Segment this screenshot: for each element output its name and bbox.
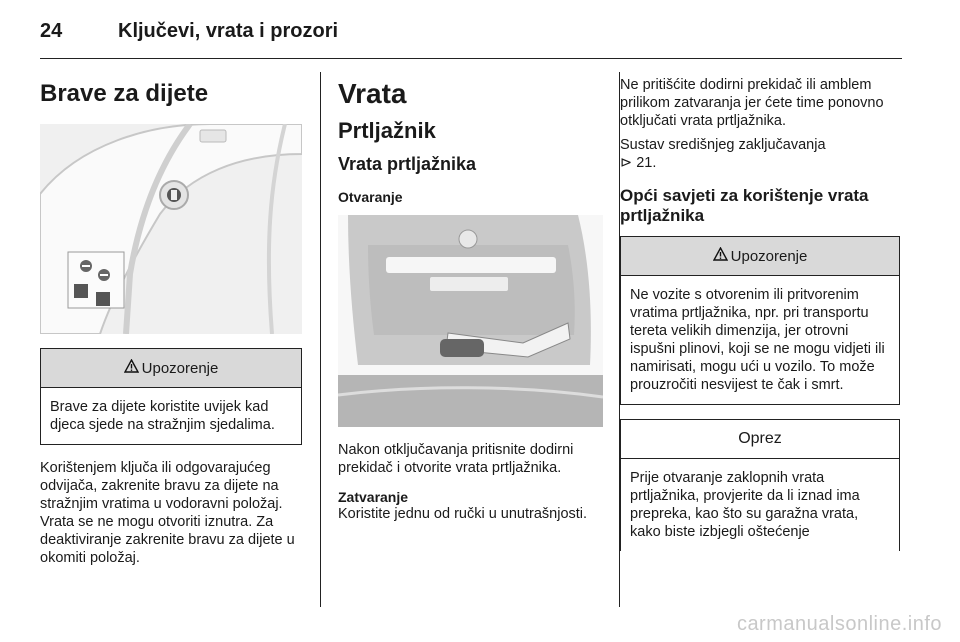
closing-text: Koristite jednu od ručki u unutrašnjosti. xyxy=(338,506,588,522)
body-text: Korištenjem ključa ili odgovarajućeg odvijača, zakrenite bravu za dijete na stražnjim vratima u vodoravni položaj. Vrata se ne mogu otvoriti iznutra. Za deaktiviranje zakrenite bravu za dijete u okomiti položaj. xyxy=(40,460,295,566)
chapter-title: Ključevi, vrata i prozori xyxy=(118,20,339,42)
column-child-locks xyxy=(40,72,302,567)
watermark: carmanualsonline.info xyxy=(736,613,942,635)
opening-text: Nakon otključavanja pritisnite dodirni prekidač i otvorite vrata prtljažnika. xyxy=(338,442,574,476)
section-title: Brave za dijete xyxy=(40,80,209,107)
intro-text: Ne pritišćite dodirni prekidač ili amblem prilikom zatvaranja jer ćete time ponovno otključati vrata prtljažnika. xyxy=(620,77,884,129)
warning-box xyxy=(40,348,302,445)
warning-triangle-icon xyxy=(124,359,139,377)
warning-text: Brave za dijete koristite uvijek kad djeca sjede na stražnjim sjedalima. xyxy=(50,399,275,433)
warning-label: Upozorenje xyxy=(141,359,219,377)
warning-label: Upozorenje xyxy=(730,247,808,265)
warning-text: Ne vozite s otvorenim ili pritvorenim vratima prtljažnika, npr. pri transportu tereta velikih dimenzija, jer otrovni ispušni plinovi, koji se ne mogu vidjeti ili namirisati, mogu ući u vozilo. To može prouzročiti nesvijest te čak i smrt. xyxy=(630,287,885,393)
column-doors xyxy=(338,72,603,523)
child-lock-illustration xyxy=(40,124,302,334)
reference-text: Sustav središnjeg zaključavanja ⊳ 21. xyxy=(620,137,826,171)
opening-heading: Otvaranje xyxy=(338,189,403,205)
column-divider xyxy=(320,72,321,607)
tailgate-illustration xyxy=(338,215,603,427)
page-number: 24 xyxy=(40,20,63,42)
reference-page[interactable]: 21. xyxy=(636,155,657,171)
warning-header xyxy=(41,349,301,388)
column-tailgate-tips xyxy=(620,72,900,551)
section-title: Vrata xyxy=(338,78,407,109)
caution-header: Oprez xyxy=(621,420,899,459)
caution-box xyxy=(620,419,900,551)
warning-box xyxy=(620,236,900,405)
subsection-title: Prtljažnik xyxy=(338,118,436,143)
warning-triangle-icon xyxy=(713,247,728,265)
caution-text: Prije otvaranje zaklopnih vrata prtljažnika, provjerite da li iznad ima prepreka, kao što su garažna vrata, kako biste izbjegli oštećenje xyxy=(630,470,860,540)
header-rule xyxy=(40,58,902,59)
page-ref-icon: ⊳ xyxy=(620,155,633,171)
section-heading: Opći savjeti za korištenje vrata prtljažnika xyxy=(620,186,869,225)
subsubsection-title: Vrata prtljažnika xyxy=(338,154,477,174)
warning-header xyxy=(621,237,899,276)
page-header xyxy=(40,20,338,43)
closing-heading: Zatvaranje xyxy=(338,489,409,505)
